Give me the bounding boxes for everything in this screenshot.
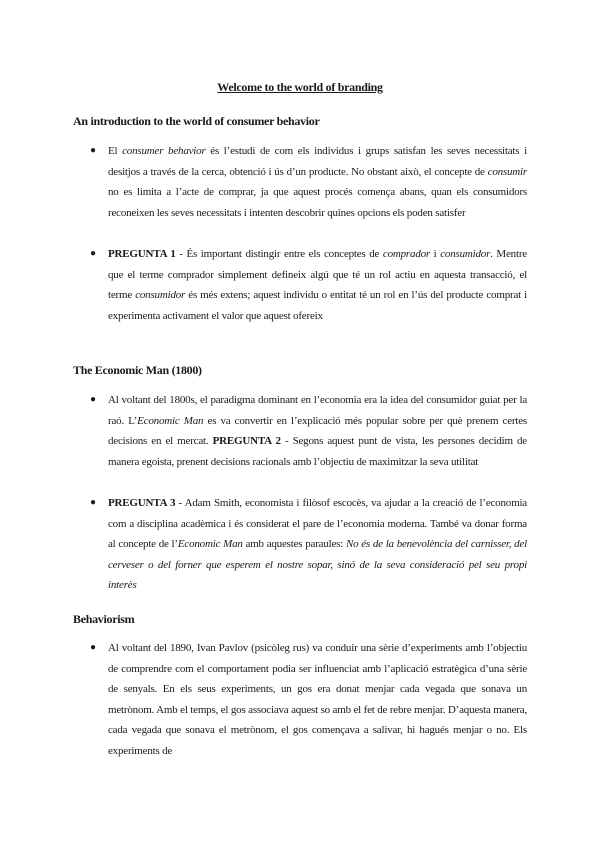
italic-run: consumer behavior bbox=[122, 145, 206, 157]
text-run: amb aquestes paraules: bbox=[242, 538, 346, 550]
bullet-icon: ● bbox=[89, 642, 97, 653]
italic-run: consumidor bbox=[135, 289, 186, 301]
section-heading-behaviorism: Behaviorism bbox=[73, 612, 135, 626]
section-heading-consumer-behavior: An introduction to the world of consumer behavior bbox=[73, 114, 320, 128]
text-run: es va convertir en l’explicació més popular sobre per què prenem certes decisions en el mercat. bbox=[108, 414, 527, 447]
bold-run: PREGUNTA 2 bbox=[212, 435, 281, 447]
paragraph-consumer-behavior bbox=[108, 141, 527, 223]
text-run: Al voltant del 1800s, el paradigma dominant en l’economia era la idea del consumidor guiat per la raó. L’ bbox=[108, 394, 527, 427]
paragraph-pregunta-1 bbox=[108, 244, 527, 326]
text-run: no es limita a l’acte de comprar, ja que aquest procés comença abans, quan els consumidors reconeixen les seves necessitats i intenten descobrir quines opcions els poden satisfer bbox=[108, 186, 527, 219]
text-run: és més extens; aquest individu o entitat té un rol en l’ús del producte comprat i experimenta activament el valor que aquest ofereix bbox=[108, 289, 527, 322]
document-title: Welcome to the world of branding bbox=[217, 80, 383, 94]
paragraph-pregunta-3 bbox=[108, 493, 527, 596]
text-run: - Segons aquest punt de vista, les persones decidim de manera egoista, prenent decisions racionals amb l’objectiu de maximitzar la seva utilitat bbox=[108, 435, 527, 468]
italic-run: comprador bbox=[382, 248, 430, 260]
bold-run: PREGUNTA 1 bbox=[108, 248, 176, 260]
text-run: . Mentre que el terme comprador simplement defineix algú que té un rol actiu en aquesta transacció, el terme bbox=[108, 248, 527, 301]
italic-run: Economic Man bbox=[177, 538, 243, 550]
bold-run: PREGUNTA 3 bbox=[108, 497, 176, 509]
italic-run: consumir bbox=[487, 165, 527, 178]
text-run: - És important distingir entre els conceptes de bbox=[175, 248, 383, 260]
text-run: - Adam Smith, economista i filòsof escocès, va ajudar a la creació de l’economia com a disciplina acadèmica i és considerat el pare de l’economia moderna. També va donar forma al concepte de l’ bbox=[108, 497, 527, 550]
italic-run: Economic Man bbox=[137, 414, 204, 427]
paragraph-behaviorism bbox=[108, 638, 527, 761]
bullet-icon: ● bbox=[89, 145, 97, 156]
text-run: Al voltant del 1890, Ivan Pavlov (psicòleg rus) va conduir una sèrie d’experiments amb l’objectiu de comprendre com el comportament podia ser influenciat amb l’aplicació estratègica d’una sèrie de senyals. En els seus experiments, un gos era donat menjar cada vegada que sonava un metrònom. Amb el temps, el gos associava aquest so amb el fet de rebre menjar. D’aquesta manera, cada vegada que sonava el metrònom, el gos començava a salivar, hi hagués menjar o no. Els experiments de bbox=[108, 642, 527, 757]
text-run: és l’estudi de com els individus i grups satisfan les seves necessitats i desitjos a través de la cerca, obtenció i ús d’un producte. No obstant això, el concepte de bbox=[108, 145, 527, 178]
italic-run: consumidor bbox=[440, 248, 491, 260]
bullet-icon: ● bbox=[89, 497, 97, 508]
section-heading-economic-man: The Economic Man (1800) bbox=[73, 363, 202, 377]
italic-run: No és de la benevolència del carnisser, del cerveser o del forner que esperem el nostre sopar, sinó de la seva consideració pel seu propi interès bbox=[108, 538, 528, 591]
bullet-icon: ● bbox=[89, 248, 97, 259]
paragraph-economic-man bbox=[108, 390, 527, 472]
bullet-icon: ● bbox=[89, 394, 97, 405]
text-run: i bbox=[430, 248, 441, 260]
text-run: El bbox=[108, 145, 123, 157]
